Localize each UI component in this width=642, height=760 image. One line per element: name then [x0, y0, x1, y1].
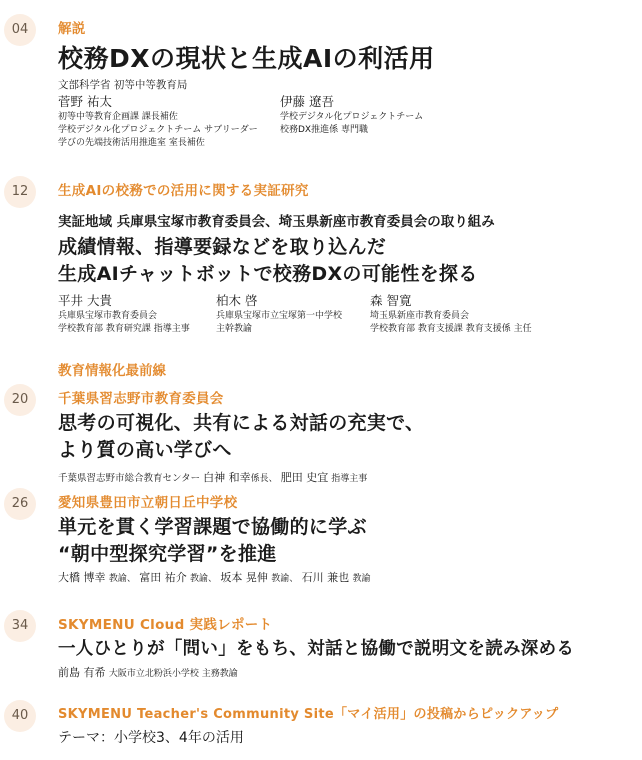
- article-title: 一人ひとりが「問い」をもち、対話と協働で説明文を読み深める: [58, 639, 575, 659]
- author-affiliation: 校務DX推進係 専門職: [280, 125, 368, 135]
- author-affiliation: 兵庫県宝塚市教育委員会: [58, 311, 158, 321]
- author-block: [58, 292, 190, 336]
- credit-name: 肥田 史宜: [280, 471, 329, 484]
- author-name: 菅野 祐太: [58, 94, 112, 109]
- author-affiliation: 兵庫県宝塚市立宝塚第一中学校: [216, 311, 343, 321]
- category-label: SKYMENU Teacher's Community Site「マイ活用」の投稿からピックアップ: [58, 707, 559, 722]
- author-block: [370, 292, 532, 336]
- article-title-line: 生成AIチャットボットで校務DXの可能性を探る: [58, 263, 478, 285]
- page-number-badge: 34: [4, 610, 36, 642]
- credit-line: [58, 570, 634, 587]
- category-label: 解説: [58, 21, 86, 37]
- author-affiliation: 初等中等教育企画課 課長補佐: [58, 112, 178, 122]
- page-number-badge: 12: [4, 176, 36, 208]
- credit-org: 大阪市立北粉浜小学校 主務教諭: [108, 669, 238, 679]
- author-affiliation: 学びの先端技術活用推進室 室長補佐: [58, 138, 205, 148]
- credit-role: 教諭、: [190, 574, 218, 584]
- page-number-badge: 26: [4, 488, 36, 520]
- article-title-line: 単元を貫く学習課題で協働的に学ぶ: [58, 516, 367, 538]
- credit-role: 指導主事: [331, 474, 368, 484]
- article-title: 校務DXの現状と生成AIの利活用: [58, 44, 435, 73]
- organization: 文部科学省 初等中等教育局: [58, 79, 188, 91]
- credit-role: 教諭、: [271, 574, 299, 584]
- author-affiliation: 学校教育部 教育支援課 教育支援係 主任: [370, 324, 532, 334]
- credit-role: 教諭: [352, 574, 371, 584]
- article-title-line: 思考の可視化、共有による対話の充実で、: [58, 412, 425, 434]
- author-affiliation: 埼玉県新座市教育委員会: [370, 311, 470, 321]
- author-affiliation: 主幹教諭: [216, 324, 253, 334]
- author-block: [58, 93, 258, 150]
- article-title-line: 成績情報、指導要録などを取り込んだ: [58, 236, 387, 258]
- page-number-badge: 20: [4, 384, 36, 416]
- credit-role: 教諭、: [108, 574, 136, 584]
- author-name: 柏木 啓: [216, 293, 258, 308]
- credit-name: 大橋 博幸: [58, 571, 106, 584]
- credit-role: 係長、: [250, 474, 278, 484]
- category-label: 千葉県習志野市教育委員会: [58, 391, 224, 407]
- credit-org: 千葉県習志野市総合教育センター: [58, 473, 201, 484]
- author-name: 平井 大貴: [58, 293, 112, 308]
- author-affiliation: 学校デジタル化プロジェクトチーム サブリーダー: [58, 125, 258, 135]
- credit-name: 石川 兼也: [301, 571, 350, 584]
- category-label: 生成AIの校務での活用に関する実証研究: [58, 183, 309, 199]
- author-block: [216, 292, 342, 336]
- credit-line: [58, 470, 634, 487]
- credit-name: 白神 和幸: [203, 471, 251, 484]
- article-title-line: より質の高い学びへ: [58, 439, 232, 461]
- credit-line: [58, 665, 634, 682]
- category-label: SKYMENU Cloud 実践レポート: [58, 617, 273, 633]
- article-subtitle: 実証地域 兵庫県宝塚市教育委員会、埼玉県新座市教育委員会の取り組み: [58, 214, 495, 230]
- article-subtitle: テーマ：小学校3、4年の活用: [58, 730, 244, 746]
- author-affiliation: 学校デジタル化プロジェクトチーム: [280, 112, 424, 122]
- page-number-badge: 04: [4, 14, 36, 46]
- credit-name: 富田 祐介: [139, 571, 187, 584]
- page-number-badge: 40: [4, 700, 36, 732]
- author-name: 伊藤 遼吾: [280, 94, 334, 109]
- author-name: 森 智寛: [370, 293, 412, 308]
- article-title-line: “朝中型探究学習”を推進: [58, 543, 277, 565]
- credit-name: 前島 有希: [58, 666, 106, 679]
- credit-name: 坂本 晃伸: [220, 571, 268, 584]
- category-label: 愛知県豊田市立朝日丘中学校: [58, 495, 238, 511]
- author-affiliation: 学校教育部 教育研究課 指導主事: [58, 324, 190, 334]
- author-block: [280, 93, 423, 137]
- section-heading: 教育情報化最前線: [58, 363, 166, 379]
